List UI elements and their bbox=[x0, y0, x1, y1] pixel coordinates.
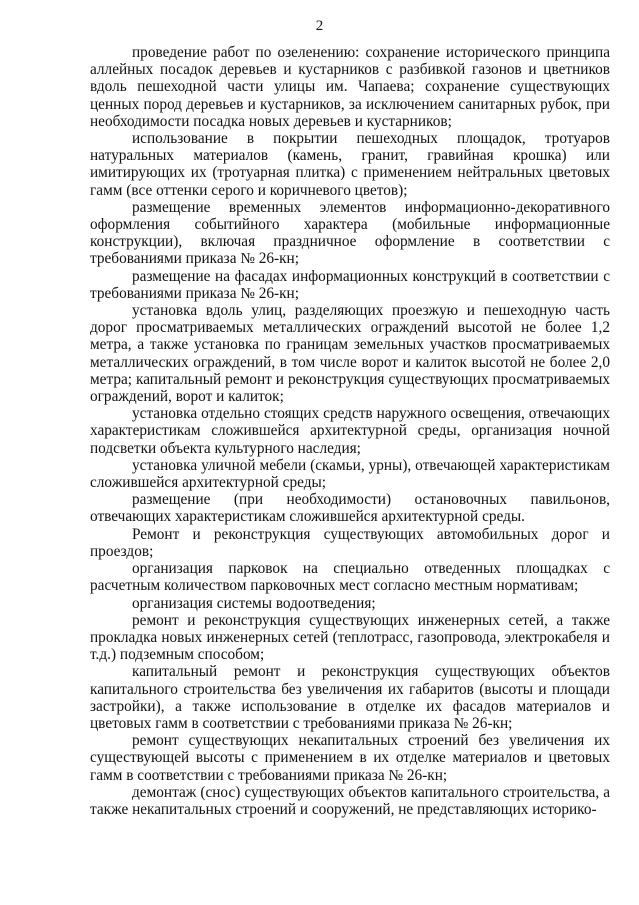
paragraph-demolition: демонтаж (снос) существующих объектов капитального строительства, а также некапитальных строений и сооружений, не представляющих историко- bbox=[90, 783, 610, 818]
paragraph-parking: организация парковок на специально отведенных площадках с расчетным количеством парковочных мест согласно местным нормативам; bbox=[90, 560, 610, 595]
paragraph-facade-information: размещение на фасадах информационных конструкций в соответствии с требованиями приказа № 26-кн; bbox=[90, 267, 610, 302]
paragraph-roads: Ремонт и реконструкция существующих автомобильных дорог и проездов; bbox=[90, 525, 610, 560]
paragraph-noncapital-structures: ремонт существующих некапитальных строений без увеличения их существующей высоты с применением в их отделке материалов и цветовых гамм в соответствии с требованиями приказа № 26-кн; bbox=[90, 732, 610, 784]
page-number: 2 bbox=[315, 18, 324, 34]
paragraph-fences: установка вдоль улиц, разделяющих проезжую и пешеходную часть дорог просматриваемых металлических ограждений высотой не более 1,2 метра, а также установка по границам земельных участков просматриваемых металлических ограждений, в том числе ворот и калиток высотой не более 2,0 метра; капитальный ремонт и реконструкция существующих просматриваемых ограждений, ворот и калиток; bbox=[90, 302, 610, 406]
paragraph-landscaping: проведение работ по озеленению: сохранение исторического принципа аллейных посадок деревьев и кустарников с разбивкой газонов и цветников вдоль пешеходной части улицы им. Чапаева; сохранение существующих ценных пород деревьев и кустарников, за исключением санитарных рубок, при необходимости посадка новых деревьев и кустарников; bbox=[90, 44, 610, 130]
paragraph-street-furniture: установка уличной мебели (скамьи, урны), отвечающей характеристикам сложившейся архитектурной среды; bbox=[90, 456, 610, 492]
paragraph-capital-construction: капитальный ремонт и реконструкция существующих объектов капитального строительства без увеличения их габаритов (высоты и площади застройки), а также использование в отделке их фасадов материалов и цветовых гамм в соответствии с требованиями приказа № 26-кн; bbox=[90, 663, 610, 732]
paragraph-paving-materials: использование в покрытии пешеходных площадок, тротуаров натуральных материалов (камень, гранит, гравийная крошка) или имитирующих их (тротуарная плитка) с применением нейтральных цветовых гамм (все оттенки серого и коричневого цветов); bbox=[90, 130, 610, 199]
paragraph-street-lighting: установка отдельно стоящих средств наружного освещения, отвечающих характеристикам сложившейся архитектурной среды, организация ночной подсветки объекта культурного наследия; bbox=[90, 405, 610, 457]
paragraph-temporary-decoration: размещение временных элементов информационно-декоративного оформления событийного характера (мобильные информационные конструкции), включая праздничное оформление в соответствии с требованиями приказа № 26-кн; bbox=[90, 198, 610, 268]
paragraph-utilities: ремонт и реконструкция существующих инженерных сетей, а также прокладка новых инженерных сетей (теплотрасс, газопровода, электрокабеля и т.д.) подземным способом; bbox=[90, 611, 610, 664]
paragraph-bus-stops: размещение (при необходимости) остановочных павильонов, отвечающих характеристикам сложившейся архитектурной среды. bbox=[90, 491, 610, 526]
document-body bbox=[90, 44, 610, 818]
paragraph-drainage: организация системы водоотведения; bbox=[132, 594, 376, 612]
